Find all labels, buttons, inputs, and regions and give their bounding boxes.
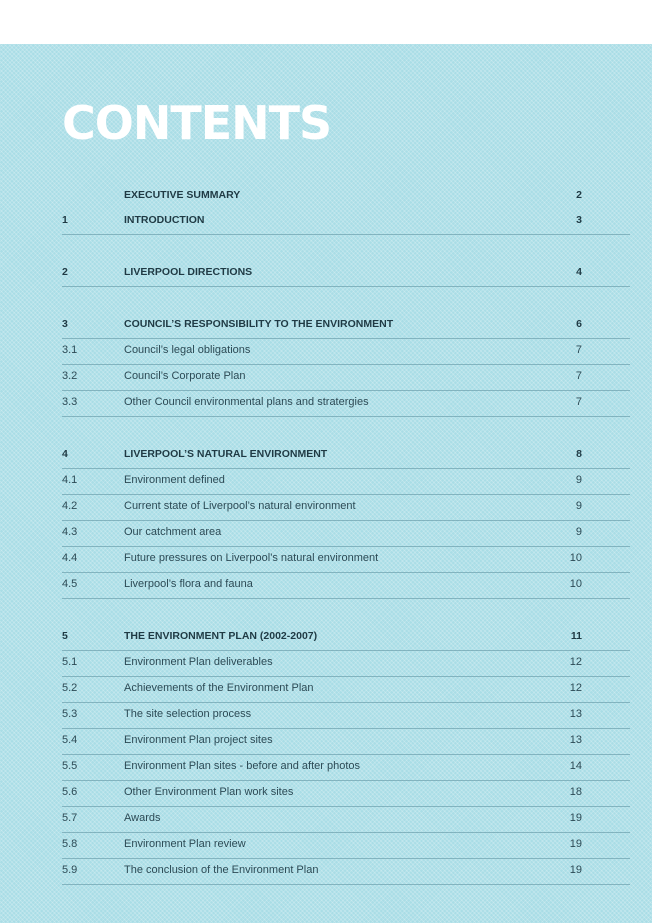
toc-page-number: 6 [576, 318, 582, 330]
toc-label: Achievements of the Environment Plan [124, 682, 314, 694]
toc-subsection-row[interactable] [62, 391, 630, 417]
toc-subsection-row[interactable] [62, 755, 630, 781]
toc-section-row[interactable] [62, 184, 630, 209]
toc-page-number: 19 [569, 812, 582, 824]
toc-number: 5.8 [62, 838, 78, 850]
section-gap [62, 287, 630, 313]
toc-page-number: 19 [569, 864, 582, 876]
toc-number: 5.2 [62, 682, 78, 694]
toc-page-number: 7 [575, 370, 582, 382]
page-title: CONTENTS [62, 96, 332, 150]
toc-page-number: 12 [569, 656, 582, 668]
toc-number: 3.1 [62, 344, 78, 356]
toc-subsection-row[interactable] [62, 677, 630, 703]
toc-number: 4 [62, 448, 68, 460]
toc-subsection-row[interactable] [62, 521, 630, 547]
toc-label: Liverpool’s flora and fauna [124, 578, 253, 590]
contents-page [0, 44, 652, 923]
toc-label: Council’s legal obligations [124, 344, 251, 356]
toc-page-number: 9 [575, 526, 582, 538]
toc-section-row[interactable] [62, 443, 630, 469]
toc-subsection-row[interactable] [62, 339, 630, 365]
toc-number: 4.1 [62, 474, 78, 486]
toc-page-number: 13 [569, 734, 582, 746]
toc-subsection-row[interactable] [62, 469, 630, 495]
toc-number: 4.2 [62, 500, 78, 512]
toc-label: Current state of Liverpool’s natural environment [124, 500, 356, 512]
toc-label: Other Council environmental plans and stratergies [124, 396, 369, 408]
section-gap [62, 417, 630, 443]
toc-page-number: 8 [576, 448, 582, 460]
toc-number: 5.9 [62, 864, 78, 876]
toc-page-number: 7 [575, 344, 582, 356]
toc-page-number: 4 [576, 266, 582, 278]
toc-section-row[interactable] [62, 313, 630, 339]
toc-number: 5.1 [62, 656, 78, 668]
toc-number: 2 [62, 266, 68, 278]
toc-label: LIVERPOOL DIRECTIONS [124, 266, 253, 278]
toc-number: 5.5 [62, 760, 78, 772]
section-gap [62, 599, 630, 625]
toc-number: 5.3 [62, 708, 78, 720]
toc-page-number: 18 [569, 786, 582, 798]
toc-section-row[interactable] [62, 209, 630, 235]
toc-number: 5.4 [62, 734, 78, 746]
toc-label: Other Environment Plan work sites [124, 786, 294, 798]
toc-subsection-row[interactable] [62, 651, 630, 677]
toc-number: 3.2 [62, 370, 78, 382]
toc-subsection-row[interactable] [62, 833, 630, 859]
toc-label: Environment Plan project sites [124, 734, 273, 746]
toc-number: 5 [62, 630, 68, 642]
toc-subsection-row[interactable] [62, 573, 630, 599]
toc-label: The conclusion of the Environment Plan [124, 864, 319, 876]
toc-subsection-row[interactable] [62, 807, 630, 833]
toc-number: 4.4 [62, 552, 78, 564]
table-of-contents [62, 184, 630, 885]
toc-page-number: 2 [576, 189, 582, 201]
toc-page-number: 7 [575, 396, 582, 408]
toc-label: COUNCIL’S RESPONSIBILITY TO THE ENVIRONMENT [124, 318, 394, 330]
toc-page-number: 13 [569, 708, 582, 720]
toc-subsection-row[interactable] [62, 547, 630, 573]
toc-label: Future pressures on Liverpool’s natural environment [124, 552, 379, 564]
toc-subsection-row[interactable] [62, 703, 630, 729]
toc-number: 5.7 [62, 812, 78, 824]
toc-label: The site selection process [124, 708, 252, 720]
toc-label: Environment Plan deliverables [124, 656, 273, 668]
toc-label: INTRODUCTION [124, 214, 205, 226]
toc-label: EXECUTIVE SUMMARY [124, 189, 241, 201]
section-gap [62, 235, 630, 261]
toc-subsection-row[interactable] [62, 781, 630, 807]
toc-subsection-row[interactable] [62, 729, 630, 755]
toc-page-number: 9 [575, 500, 582, 512]
toc-section-row[interactable] [62, 261, 630, 287]
toc-label: LIVERPOOL’S NATURAL ENVIRONMENT [124, 448, 328, 460]
toc-label: Awards [124, 812, 161, 824]
toc-label: Our catchment area [124, 526, 222, 538]
toc-page-number: 10 [569, 552, 582, 564]
toc-label: Council’s Corporate Plan [124, 370, 246, 382]
toc-subsection-row[interactable] [62, 495, 630, 521]
toc-page-number: 19 [569, 838, 582, 850]
toc-label: Environment Plan sites - before and after photos [124, 760, 361, 772]
toc-number: 4.5 [62, 578, 78, 590]
toc-label: THE ENVIRONMENT PLAN (2002-2007) [124, 630, 318, 642]
toc-subsection-row[interactable] [62, 365, 630, 391]
toc-subsection-row[interactable] [62, 859, 630, 885]
toc-page-number: 9 [575, 474, 582, 486]
toc-label: Environment Plan review [124, 838, 246, 850]
toc-number: 4.3 [62, 526, 78, 538]
toc-section-row[interactable] [62, 625, 630, 651]
toc-page-number: 10 [569, 578, 582, 590]
toc-page-number: 12 [569, 682, 582, 694]
toc-number: 3.3 [62, 396, 78, 408]
toc-number: 5.6 [62, 786, 78, 798]
toc-page-number: 14 [569, 760, 582, 772]
toc-page-number: 11 [570, 630, 582, 642]
toc-page-number: 3 [576, 214, 582, 226]
toc-number: 1 [62, 214, 68, 226]
toc-label: Environment defined [124, 474, 225, 486]
toc-number: 3 [62, 318, 68, 330]
